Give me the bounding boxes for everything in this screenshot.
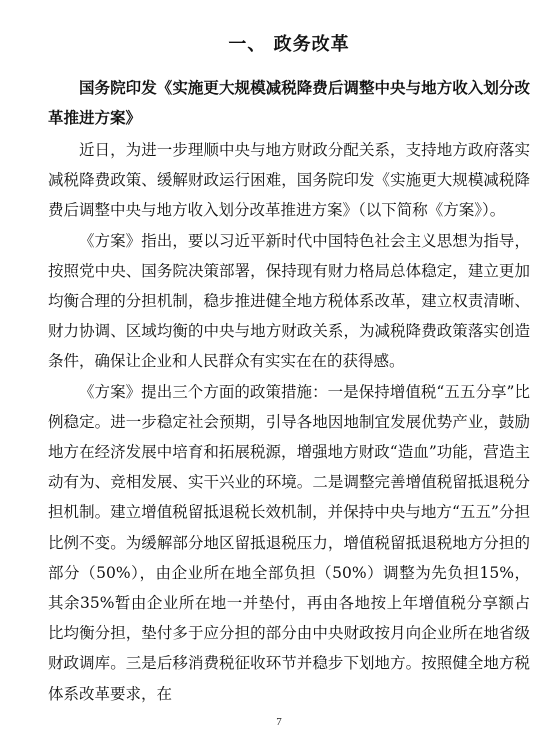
paragraph-intro: 近日，为进一步理顺中央与地方财政分配关系，支持地方政府落实减税降费政策、缓解财政运行困难，国务院印发《实施更大规模减税降费后调整中央与地方收入划分改革推进方案》（以下简称《方案》）。: [48, 141, 530, 220]
paragraph-policy-measures: 《方案》提出三个方面的政策措施：一是保持增值税“五五分享”比例稳定。进一步稳定社会预期，引导各地因地制宜发展优势产业，鼓励地方在经济发展中培育和拓展税源，增强地方财政“造血”功能，营造主动有为、竞相发展、实干兴业的环境。二是调整完善增值税留抵退税分担机制。建立增值税留抵退税长效机制，并保持中央与地方“五五”分担比例不变。为缓解部分地区留抵退税压力，增值税留抵退税地方分担的部分（50%），由企业所在地全部负担（50%）调整为先负担15%，其余35%暂由企业所在地一并垫付，再由各地按上年增值税分享额占比均衡分担，垫付多于应分担的部分由中央财政按月向企业所在地省级财政调库。三是后移消费税征收环节并稳步下划地方。按照健全地方税体系改革要求，在: [48, 382, 530, 703]
section-heading: 一、 政务改革: [228, 34, 350, 55]
page-number: 7: [276, 716, 282, 728]
article-title: 国务院印发《实施更大规模减税降费后调整中央与地方收入划分改革推进方案》: [48, 79, 530, 127]
paragraph-guiding-principles: 《方案》指出，要以习近平新时代中国特色社会主义思想为指导，按照党中央、国务院决策部署，保持现有财力格局总体稳定，建立更加均衡合理的分担机制，稳步推进健全地方税体系改革，建立权责清晰、财力协调、区域均衡的中央与地方财政关系，为减税降费政策落实创造条件，确保让企业和人民群众有实实在在的获得感。: [48, 231, 530, 371]
